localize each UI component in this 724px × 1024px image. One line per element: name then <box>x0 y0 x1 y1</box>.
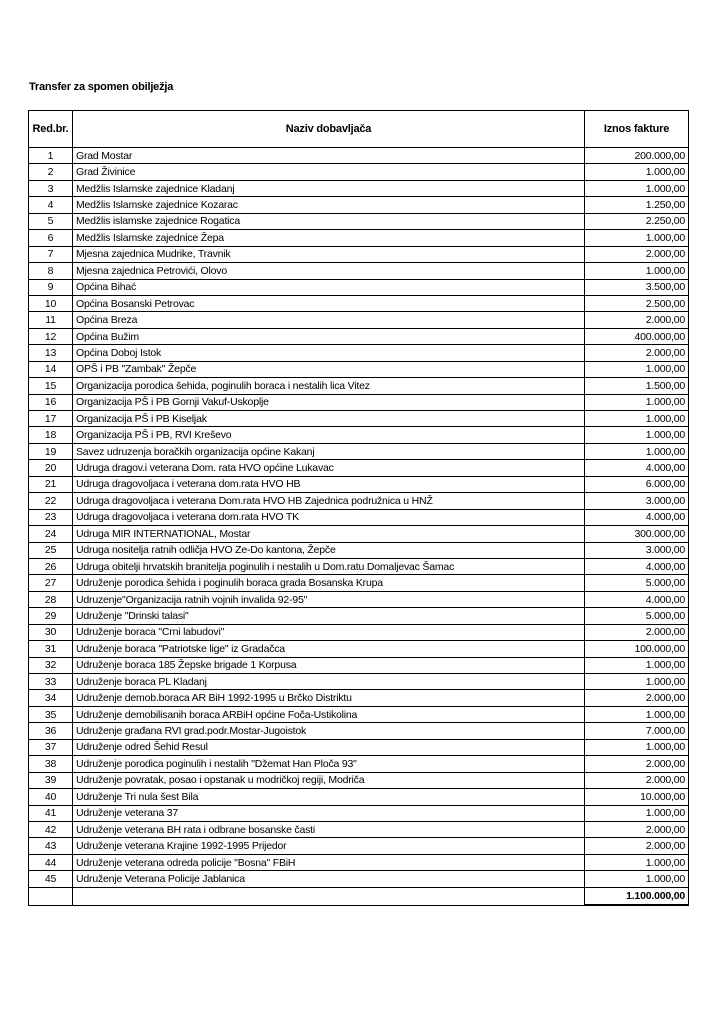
supplier-name-cell: Medžlis Islamske zajednice Kladanj <box>73 180 585 196</box>
row-number-cell: 21 <box>29 476 73 492</box>
table-row <box>29 789 689 805</box>
supplier-name-cell: Medžlis Islamske zajednice Žepa <box>73 230 585 246</box>
row-number-cell: 9 <box>29 279 73 295</box>
table-row <box>29 558 689 574</box>
column-header-invoice-amount: Iznos fakture <box>585 111 689 148</box>
table-row <box>29 772 689 788</box>
invoice-amount-cell: 2.000,00 <box>585 772 689 788</box>
invoice-amount-cell: 2.000,00 <box>585 345 689 361</box>
row-number-cell: 32 <box>29 657 73 673</box>
supplier-name-cell: Udruga dragovoljaca i veterana dom.rata HVO HB <box>73 476 585 492</box>
table-row <box>29 427 689 443</box>
invoice-amount-cell: 400.000,00 <box>585 328 689 344</box>
invoice-amount-cell: 2.000,00 <box>585 246 689 262</box>
supplier-name-cell: Udruženje odred Šehid Resul <box>73 739 585 755</box>
supplier-name-cell: Medžlis islamske zajednice Rogatica <box>73 213 585 229</box>
invoice-amount-cell: 3.000,00 <box>585 542 689 558</box>
column-header-number: Red.br. <box>29 111 73 148</box>
row-number-cell: 22 <box>29 493 73 509</box>
supplier-name-cell: Udruženje građana RVI grad.podr.Mostar-Jugoistok <box>73 723 585 739</box>
table-row <box>29 443 689 459</box>
row-number-cell: 42 <box>29 821 73 837</box>
supplier-name-cell: Općina Breza <box>73 312 585 328</box>
row-number-cell: 28 <box>29 591 73 607</box>
supplier-name-cell: Udruženje Tri nula šest Bila <box>73 789 585 805</box>
invoice-amount-cell: 1.000,00 <box>585 427 689 443</box>
invoice-amount-cell: 1.000,00 <box>585 657 689 673</box>
row-number-cell: 30 <box>29 624 73 640</box>
table-body <box>29 148 689 888</box>
total-amount: 1.100.000,00 <box>585 887 689 905</box>
invoice-amount-cell: 100.000,00 <box>585 641 689 657</box>
table-row <box>29 361 689 377</box>
row-number-cell: 11 <box>29 312 73 328</box>
table-row <box>29 526 689 542</box>
table-row <box>29 871 689 887</box>
table-row <box>29 575 689 591</box>
row-number-cell: 37 <box>29 739 73 755</box>
supplier-name-cell: Organizacija PŠ i PB Kiseljak <box>73 411 585 427</box>
table-row <box>29 493 689 509</box>
invoice-amount-cell: 1.500,00 <box>585 378 689 394</box>
supplier-name-cell: Udruga dragovoljaca i veterana Dom.rata HVO HB Zajednica podružnica u HNŽ <box>73 493 585 509</box>
row-number-cell: 5 <box>29 213 73 229</box>
table-row <box>29 312 689 328</box>
row-number-cell: 24 <box>29 526 73 542</box>
column-header-supplier-name: Naziv dobavljača <box>73 111 585 148</box>
invoice-amount-cell: 1.250,00 <box>585 197 689 213</box>
row-number-cell: 40 <box>29 789 73 805</box>
table-row <box>29 641 689 657</box>
total-row-empty-cell <box>73 887 585 905</box>
table-row <box>29 591 689 607</box>
table-row <box>29 328 689 344</box>
invoice-amount-cell: 2.000,00 <box>585 624 689 640</box>
supplier-name-cell: Udruženje "Drinski talasi" <box>73 608 585 624</box>
row-number-cell: 4 <box>29 197 73 213</box>
supplier-name-cell: Grad Živinice <box>73 164 585 180</box>
invoice-table <box>28 110 689 906</box>
invoice-amount-cell: 1.000,00 <box>585 805 689 821</box>
table-row <box>29 197 689 213</box>
table-row <box>29 180 689 196</box>
row-number-cell: 16 <box>29 394 73 410</box>
table-row <box>29 279 689 295</box>
row-number-cell: 29 <box>29 608 73 624</box>
invoice-amount-cell: 2.000,00 <box>585 312 689 328</box>
row-number-cell: 3 <box>29 180 73 196</box>
document-title: Transfer za spomen obilježja <box>29 81 174 93</box>
invoice-amount-cell: 1.000,00 <box>585 443 689 459</box>
row-number-cell: 39 <box>29 772 73 788</box>
table-row <box>29 394 689 410</box>
supplier-name-cell: Udruga nositelja ratnih odličja HVO Ze-Do kantona, Žepče <box>73 542 585 558</box>
supplier-name-cell: Mjesna zajednica Petrovići, Olovo <box>73 263 585 279</box>
supplier-name-cell: Udruženje boraca "Patriotske lige" iz Gradačca <box>73 641 585 657</box>
row-number-cell: 34 <box>29 690 73 706</box>
supplier-name-cell: Medžlis Islamske zajednice Kozarac <box>73 197 585 213</box>
row-number-cell: 20 <box>29 460 73 476</box>
table-row <box>29 674 689 690</box>
table-row <box>29 821 689 837</box>
table-row <box>29 295 689 311</box>
row-number-cell: 1 <box>29 148 73 164</box>
table-row <box>29 476 689 492</box>
supplier-name-cell: Grad Mostar <box>73 148 585 164</box>
supplier-name-cell: Općina Bosanski Petrovac <box>73 295 585 311</box>
total-row <box>29 887 689 905</box>
row-number-cell: 15 <box>29 378 73 394</box>
row-number-cell: 8 <box>29 263 73 279</box>
table-row <box>29 263 689 279</box>
row-number-cell: 2 <box>29 164 73 180</box>
supplier-name-cell: Općina Doboj Istok <box>73 345 585 361</box>
row-number-cell: 45 <box>29 871 73 887</box>
row-number-cell: 36 <box>29 723 73 739</box>
supplier-name-cell: Udruženje demob.boraca AR BiH 1992-1995 u Brčko Distriktu <box>73 690 585 706</box>
invoice-amount-cell: 1.000,00 <box>585 394 689 410</box>
table-row <box>29 148 689 164</box>
supplier-name-cell: Udruzenje"Organizacija ratnih vojnih invalida 92-95" <box>73 591 585 607</box>
table-row <box>29 756 689 772</box>
supplier-name-cell: Udruženje veterana 37 <box>73 805 585 821</box>
row-number-cell: 19 <box>29 443 73 459</box>
row-number-cell: 10 <box>29 295 73 311</box>
table-row <box>29 805 689 821</box>
invoice-amount-cell: 2.000,00 <box>585 821 689 837</box>
supplier-name-cell: Udruga dragovoljaca i veterana dom.rata HVO TK <box>73 509 585 525</box>
row-number-cell: 27 <box>29 575 73 591</box>
invoice-amount-cell: 2.000,00 <box>585 838 689 854</box>
invoice-amount-cell: 3.500,00 <box>585 279 689 295</box>
table-row <box>29 164 689 180</box>
row-number-cell: 33 <box>29 674 73 690</box>
invoice-amount-cell: 1.000,00 <box>585 706 689 722</box>
supplier-name-cell: Udruženje veterana BH rata i odbrane bosanske časti <box>73 821 585 837</box>
invoice-amount-cell: 1.000,00 <box>585 674 689 690</box>
table-row <box>29 723 689 739</box>
invoice-amount-cell: 1.000,00 <box>585 263 689 279</box>
table-row <box>29 624 689 640</box>
row-number-cell: 44 <box>29 854 73 870</box>
table-row <box>29 706 689 722</box>
table-header-row <box>29 111 689 148</box>
row-number-cell: 41 <box>29 805 73 821</box>
supplier-name-cell: Organizacija PŠ i PB Gornji Vakuf-Uskoplje <box>73 394 585 410</box>
invoice-table-container <box>28 110 688 906</box>
table-row <box>29 345 689 361</box>
supplier-name-cell: Udruženje povratak, posao i opstanak u modričkoj regiji, Modriča <box>73 772 585 788</box>
invoice-amount-cell: 6.000,00 <box>585 476 689 492</box>
supplier-name-cell: Udruženje demobilisanih boraca ARBiH općine Foča-Ustikolina <box>73 706 585 722</box>
supplier-name-cell: Udruga dragov.i veterana Dom. rata HVO općine Lukavac <box>73 460 585 476</box>
invoice-amount-cell: 300.000,00 <box>585 526 689 542</box>
supplier-name-cell: Organizacija PŠ i PB, RVI Kreševo <box>73 427 585 443</box>
invoice-amount-cell: 1.000,00 <box>585 854 689 870</box>
invoice-amount-cell: 2.500,00 <box>585 295 689 311</box>
invoice-amount-cell: 3.000,00 <box>585 493 689 509</box>
row-number-cell: 18 <box>29 427 73 443</box>
supplier-name-cell: Udruga MIR INTERNATIONAL, Mostar <box>73 526 585 542</box>
supplier-name-cell: Udruženje boraca PL Kladanj <box>73 674 585 690</box>
invoice-amount-cell: 200.000,00 <box>585 148 689 164</box>
table-row <box>29 411 689 427</box>
supplier-name-cell: Udruženje veterana Krajine 1992-1995 Prijedor <box>73 838 585 854</box>
supplier-name-cell: Udruženje porodica šehida i poginulih boraca grada Bosanska Krupa <box>73 575 585 591</box>
supplier-name-cell: Organizacija porodica šehida, poginulih boraca i nestalih lica Vitez <box>73 378 585 394</box>
table-row <box>29 838 689 854</box>
invoice-amount-cell: 1.000,00 <box>585 739 689 755</box>
invoice-amount-cell: 4.000,00 <box>585 591 689 607</box>
row-number-cell: 25 <box>29 542 73 558</box>
table-row <box>29 608 689 624</box>
invoice-amount-cell: 5.000,00 <box>585 575 689 591</box>
row-number-cell: 26 <box>29 558 73 574</box>
table-row <box>29 378 689 394</box>
supplier-name-cell: Udruženje boraca "Crni labudovi" <box>73 624 585 640</box>
table-row <box>29 213 689 229</box>
table-row <box>29 460 689 476</box>
invoice-amount-cell: 7.000,00 <box>585 723 689 739</box>
invoice-amount-cell: 1.000,00 <box>585 411 689 427</box>
invoice-amount-cell: 10.000,00 <box>585 789 689 805</box>
row-number-cell: 12 <box>29 328 73 344</box>
supplier-name-cell: Udruga obitelji hrvatskih branitelja poginulih i nestalih u Dom.ratu Domaljevac Šamac <box>73 558 585 574</box>
table-row <box>29 542 689 558</box>
supplier-name-cell: Općina Bužim <box>73 328 585 344</box>
supplier-name-cell: Udruženje boraca 185 Žepske brigade 1 Korpusa <box>73 657 585 673</box>
invoice-amount-cell: 2.250,00 <box>585 213 689 229</box>
table-row <box>29 739 689 755</box>
supplier-name-cell: Mjesna zajednica Mudrike, Travnik <box>73 246 585 262</box>
supplier-name-cell: OPŠ i PB "Zambak" Žepče <box>73 361 585 377</box>
invoice-amount-cell: 2.000,00 <box>585 690 689 706</box>
row-number-cell: 23 <box>29 509 73 525</box>
supplier-name-cell: Udruženje Veterana Policije Jablanica <box>73 871 585 887</box>
invoice-amount-cell: 4.000,00 <box>585 509 689 525</box>
row-number-cell: 7 <box>29 246 73 262</box>
table-row <box>29 854 689 870</box>
table-row <box>29 657 689 673</box>
invoice-amount-cell: 1.000,00 <box>585 361 689 377</box>
invoice-amount-cell: 2.000,00 <box>585 756 689 772</box>
table-row <box>29 690 689 706</box>
supplier-name-cell: Udruženje veterana odreda policije "Bosna" FBiH <box>73 854 585 870</box>
table-row <box>29 246 689 262</box>
row-number-cell: 17 <box>29 411 73 427</box>
invoice-amount-cell: 4.000,00 <box>585 558 689 574</box>
supplier-name-cell: Općina Bihać <box>73 279 585 295</box>
total-row-empty-cell <box>29 887 73 905</box>
invoice-amount-cell: 1.000,00 <box>585 230 689 246</box>
invoice-amount-cell: 1.000,00 <box>585 180 689 196</box>
table-row <box>29 509 689 525</box>
supplier-name-cell: Savez udruzenja boračkih organizacija općine Kakanj <box>73 443 585 459</box>
invoice-amount-cell: 4.000,00 <box>585 460 689 476</box>
invoice-amount-cell: 1.000,00 <box>585 164 689 180</box>
row-number-cell: 14 <box>29 361 73 377</box>
row-number-cell: 38 <box>29 756 73 772</box>
invoice-amount-cell: 5.000,00 <box>585 608 689 624</box>
supplier-name-cell: Udruženje porodica poginulih i nestalih "Džemat Han Ploča 93" <box>73 756 585 772</box>
row-number-cell: 6 <box>29 230 73 246</box>
invoice-amount-cell: 1.000,00 <box>585 871 689 887</box>
row-number-cell: 13 <box>29 345 73 361</box>
row-number-cell: 35 <box>29 706 73 722</box>
row-number-cell: 31 <box>29 641 73 657</box>
table-row <box>29 230 689 246</box>
row-number-cell: 43 <box>29 838 73 854</box>
